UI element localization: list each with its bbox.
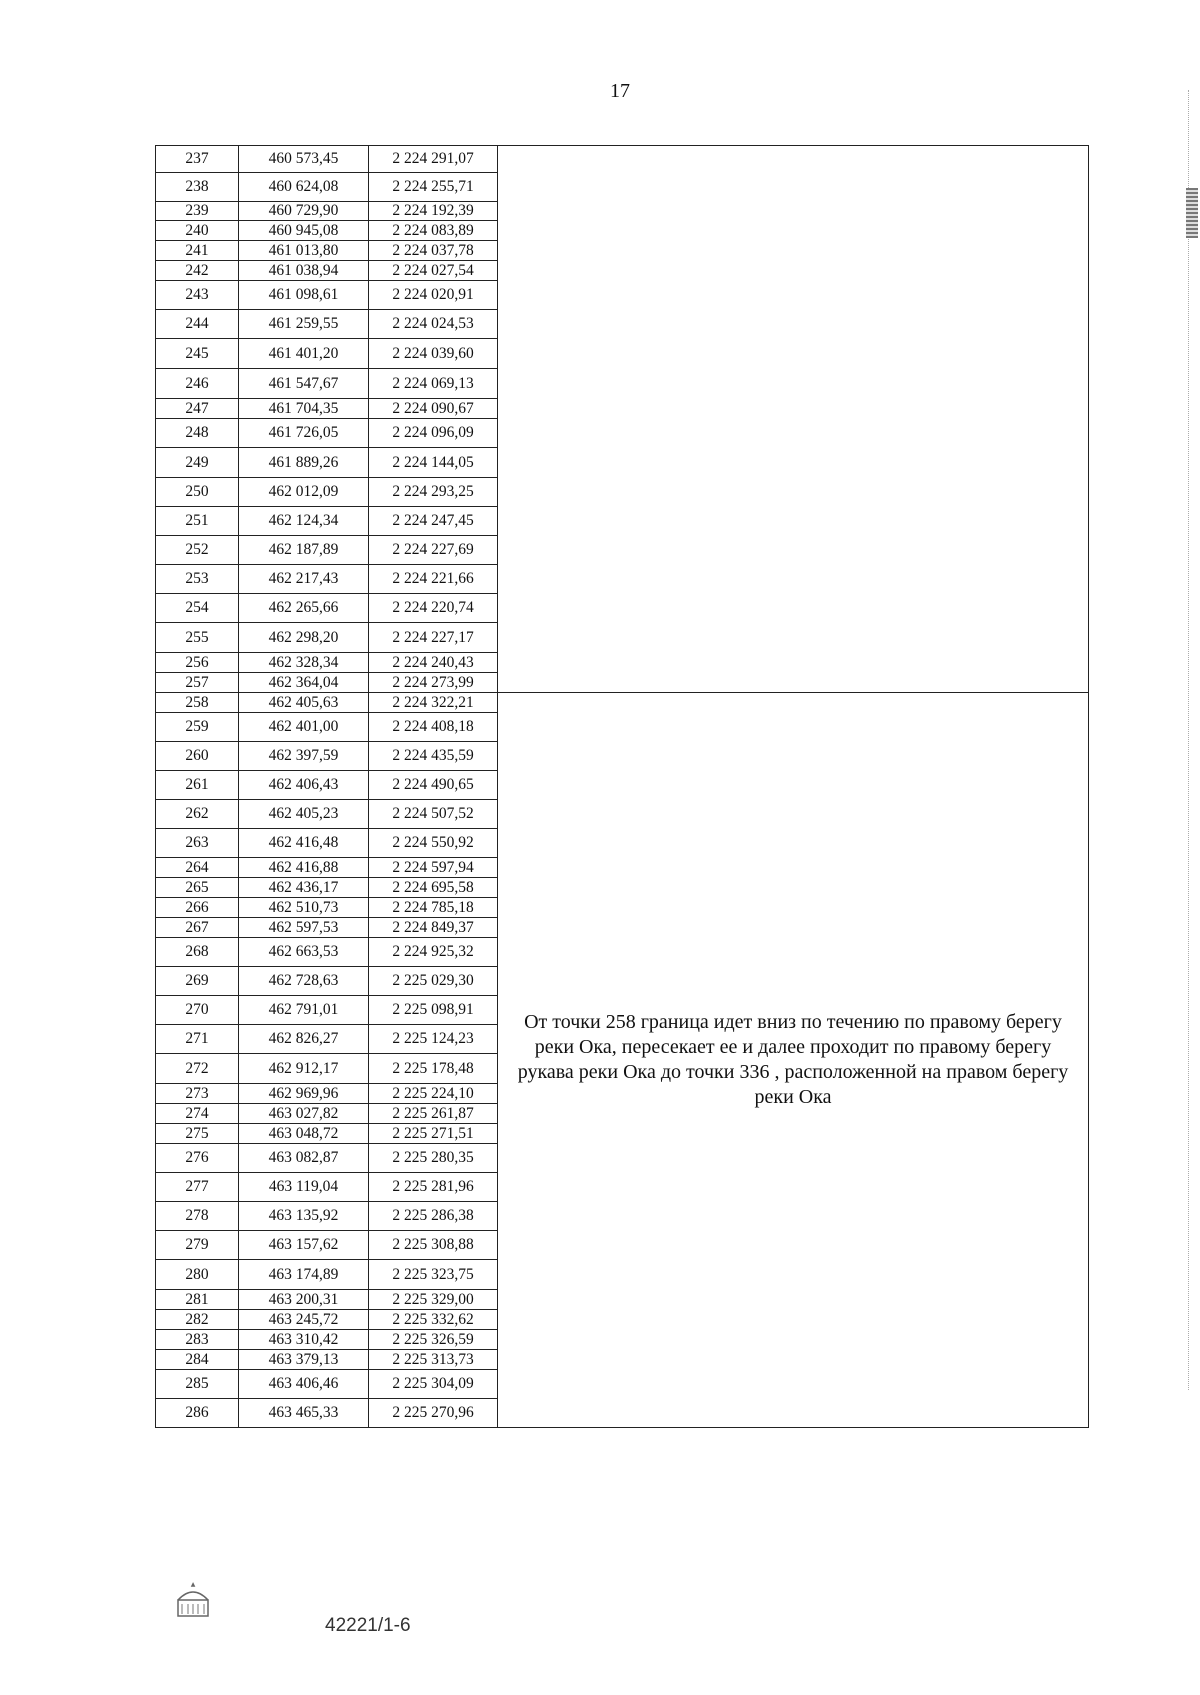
point-number-cell: 269 [156,967,239,996]
x-coordinate-cell: 462 416,48 [239,829,369,858]
x-coordinate-cell: 460 945,08 [239,221,369,241]
page-number: 17 [610,80,630,102]
point-number-cell: 278 [156,1202,239,1231]
y-coordinate-cell: 2 224 695,58 [369,878,498,898]
x-coordinate-cell: 462 397,59 [239,742,369,771]
x-coordinate-cell: 461 098,61 [239,281,369,310]
x-coordinate-cell: 461 013,80 [239,241,369,261]
x-coordinate-cell: 462 217,43 [239,565,369,594]
point-number-cell: 271 [156,1025,239,1054]
x-coordinate-cell: 462 124,34 [239,507,369,536]
x-coordinate-cell: 462 510,73 [239,898,369,918]
x-coordinate-cell: 463 310,42 [239,1330,369,1350]
x-coordinate-cell: 462 912,17 [239,1054,369,1084]
binding-edge-marks [1188,90,1195,1390]
x-coordinate-cell: 463 174,89 [239,1260,369,1290]
binding-edge-block [1186,188,1198,238]
point-number-cell: 261 [156,771,239,800]
y-coordinate-cell: 2 224 039,60 [369,339,498,369]
table-row [156,693,1089,713]
x-coordinate-cell: 463 135,92 [239,1202,369,1231]
point-number-cell: 283 [156,1330,239,1350]
y-coordinate-cell: 2 224 024,53 [369,310,498,339]
x-coordinate-cell: 460 624,08 [239,173,369,202]
point-number-cell: 254 [156,594,239,623]
svg-text:▲: ▲ [190,1581,196,1588]
y-coordinate-cell: 2 225 286,38 [369,1202,498,1231]
point-number-cell: 260 [156,742,239,771]
point-number-cell: 264 [156,858,239,878]
y-coordinate-cell: 2 224 221,66 [369,565,498,594]
point-number-cell: 259 [156,713,239,742]
x-coordinate-cell: 462 328,34 [239,653,369,673]
y-coordinate-cell: 2 224 785,18 [369,898,498,918]
point-number-cell: 250 [156,478,239,507]
x-coordinate-cell: 463 406,46 [239,1370,369,1399]
x-coordinate-cell: 462 298,20 [239,623,369,653]
y-coordinate-cell: 2 224 490,65 [369,771,498,800]
point-number-cell: 273 [156,1084,239,1104]
x-coordinate-cell: 462 416,88 [239,858,369,878]
point-number-cell: 240 [156,221,239,241]
y-coordinate-cell: 2 224 925,32 [369,938,498,967]
y-coordinate-cell: 2 224 255,71 [369,173,498,202]
point-number-cell: 275 [156,1124,239,1144]
x-coordinate-cell: 462 597,53 [239,918,369,938]
point-number-cell: 249 [156,448,239,478]
point-number-cell: 256 [156,653,239,673]
y-coordinate-cell: 2 225 281,96 [369,1173,498,1202]
y-coordinate-cell: 2 225 323,75 [369,1260,498,1290]
y-coordinate-cell: 2 225 224,10 [369,1084,498,1104]
y-coordinate-cell: 2 225 178,48 [369,1054,498,1084]
x-coordinate-cell: 462 401,00 [239,713,369,742]
y-coordinate-cell: 2 224 507,52 [369,800,498,829]
point-number-cell: 268 [156,938,239,967]
point-number-cell: 285 [156,1370,239,1399]
x-coordinate-cell: 462 405,63 [239,693,369,713]
y-coordinate-cell: 2 224 096,09 [369,419,498,448]
x-coordinate-cell: 462 406,43 [239,771,369,800]
point-number-cell: 246 [156,369,239,399]
point-number-cell: 248 [156,419,239,448]
y-coordinate-cell: 2 224 220,74 [369,594,498,623]
boundary-description-cell-upper [498,146,1089,693]
y-coordinate-cell: 2 225 326,59 [369,1330,498,1350]
y-coordinate-cell: 2 224 037,78 [369,241,498,261]
point-number-cell: 255 [156,623,239,653]
x-coordinate-cell: 462 663,53 [239,938,369,967]
point-number-cell: 262 [156,800,239,829]
point-number-cell: 280 [156,1260,239,1290]
x-coordinate-cell: 463 157,62 [239,1231,369,1260]
point-number-cell: 279 [156,1231,239,1260]
y-coordinate-cell: 2 225 329,00 [369,1290,498,1310]
point-number-cell: 281 [156,1290,239,1310]
y-coordinate-cell: 2 224 273,99 [369,673,498,693]
x-coordinate-cell: 462 265,66 [239,594,369,623]
x-coordinate-cell: 461 726,05 [239,419,369,448]
x-coordinate-cell: 463 082,87 [239,1144,369,1173]
y-coordinate-cell: 2 224 227,17 [369,623,498,653]
x-coordinate-cell: 461 259,55 [239,310,369,339]
y-coordinate-cell: 2 224 027,54 [369,261,498,281]
y-coordinate-cell: 2 224 849,37 [369,918,498,938]
y-coordinate-cell: 2 224 227,69 [369,536,498,565]
x-coordinate-cell: 462 012,09 [239,478,369,507]
y-coordinate-cell: 2 225 261,87 [369,1104,498,1124]
y-coordinate-cell: 2 224 144,05 [369,448,498,478]
y-coordinate-cell: 2 224 550,92 [369,829,498,858]
y-coordinate-cell: 2 224 408,18 [369,713,498,742]
x-coordinate-cell: 462 826,27 [239,1025,369,1054]
point-number-cell: 258 [156,693,239,713]
y-coordinate-cell: 2 225 332,62 [369,1310,498,1330]
y-coordinate-cell: 2 224 020,91 [369,281,498,310]
point-number-cell: 263 [156,829,239,858]
point-number-cell: 245 [156,339,239,369]
x-coordinate-cell: 461 704,35 [239,399,369,419]
x-coordinate-cell: 462 728,63 [239,967,369,996]
x-coordinate-cell: 463 379,13 [239,1350,369,1370]
y-coordinate-cell: 2 225 280,35 [369,1144,498,1173]
y-coordinate-cell: 2 224 069,13 [369,369,498,399]
y-coordinate-cell: 2 224 083,89 [369,221,498,241]
x-coordinate-cell: 463 027,82 [239,1104,369,1124]
point-number-cell: 242 [156,261,239,281]
y-coordinate-cell: 2 225 313,73 [369,1350,498,1370]
y-coordinate-cell: 2 224 435,59 [369,742,498,771]
x-coordinate-cell: 461 547,67 [239,369,369,399]
point-number-cell: 284 [156,1350,239,1370]
point-number-cell: 243 [156,281,239,310]
y-coordinate-cell: 2 225 124,23 [369,1025,498,1054]
point-number-cell: 253 [156,565,239,594]
table-row [156,146,1089,173]
x-coordinate-cell: 463 245,72 [239,1310,369,1330]
x-coordinate-cell: 461 038,94 [239,261,369,281]
y-coordinate-cell: 2 224 293,25 [369,478,498,507]
y-coordinate-cell: 2 224 247,45 [369,507,498,536]
y-coordinate-cell: 2 224 291,07 [369,146,498,173]
y-coordinate-cell: 2 225 304,09 [369,1370,498,1399]
x-coordinate-cell: 461 401,20 [239,339,369,369]
point-number-cell: 244 [156,310,239,339]
point-number-cell: 276 [156,1144,239,1173]
point-number-cell: 265 [156,878,239,898]
x-coordinate-cell: 462 187,89 [239,536,369,565]
y-coordinate-cell: 2 224 597,94 [369,858,498,878]
y-coordinate-cell: 2 225 098,91 [369,996,498,1025]
point-number-cell: 238 [156,173,239,202]
boundary-description-text: От точки 258 граница идет вниз по течению по правому берегу реки Ока, пересекает ее и далее проходит по правому берегу рукава реки Ока до точки 336 , расположенной на правом берегу реки Ока [517,1011,1069,1108]
point-number-cell: 274 [156,1104,239,1124]
x-coordinate-cell: 463 119,04 [239,1173,369,1202]
point-number-cell: 267 [156,918,239,938]
y-coordinate-cell: 2 225 271,51 [369,1124,498,1144]
point-number-cell: 252 [156,536,239,565]
point-number-cell: 257 [156,673,239,693]
x-coordinate-cell: 462 436,17 [239,878,369,898]
y-coordinate-cell: 2 225 270,96 [369,1399,498,1428]
y-coordinate-cell: 2 224 090,67 [369,399,498,419]
x-coordinate-cell: 462 969,96 [239,1084,369,1104]
library-stamp-icon [172,1578,214,1620]
point-number-cell: 247 [156,399,239,419]
x-coordinate-cell: 461 889,26 [239,448,369,478]
x-coordinate-cell: 462 791,01 [239,996,369,1025]
point-number-cell: 272 [156,1054,239,1084]
x-coordinate-cell: 460 573,45 [239,146,369,173]
boundary-description-cell-lower [498,693,1089,1428]
y-coordinate-cell: 2 225 029,30 [369,967,498,996]
x-coordinate-cell: 463 465,33 [239,1399,369,1428]
point-number-cell: 270 [156,996,239,1025]
coordinates-table [155,145,1089,1428]
y-coordinate-cell: 2 224 322,21 [369,693,498,713]
coordinates-table-body [156,146,1089,1428]
point-number-cell: 239 [156,202,239,221]
x-coordinate-cell: 460 729,90 [239,202,369,221]
point-number-cell: 266 [156,898,239,918]
y-coordinate-cell: 2 224 192,39 [369,202,498,221]
x-coordinate-cell: 463 200,31 [239,1290,369,1310]
point-number-cell: 237 [156,146,239,173]
y-coordinate-cell: 2 224 240,43 [369,653,498,673]
x-coordinate-cell: 463 048,72 [239,1124,369,1144]
y-coordinate-cell: 2 225 308,88 [369,1231,498,1260]
point-number-cell: 277 [156,1173,239,1202]
x-coordinate-cell: 462 405,23 [239,800,369,829]
point-number-cell: 286 [156,1399,239,1428]
document-code: 42221/1-6 [325,1615,411,1636]
x-coordinate-cell: 462 364,04 [239,673,369,693]
point-number-cell: 282 [156,1310,239,1330]
point-number-cell: 251 [156,507,239,536]
point-number-cell: 241 [156,241,239,261]
